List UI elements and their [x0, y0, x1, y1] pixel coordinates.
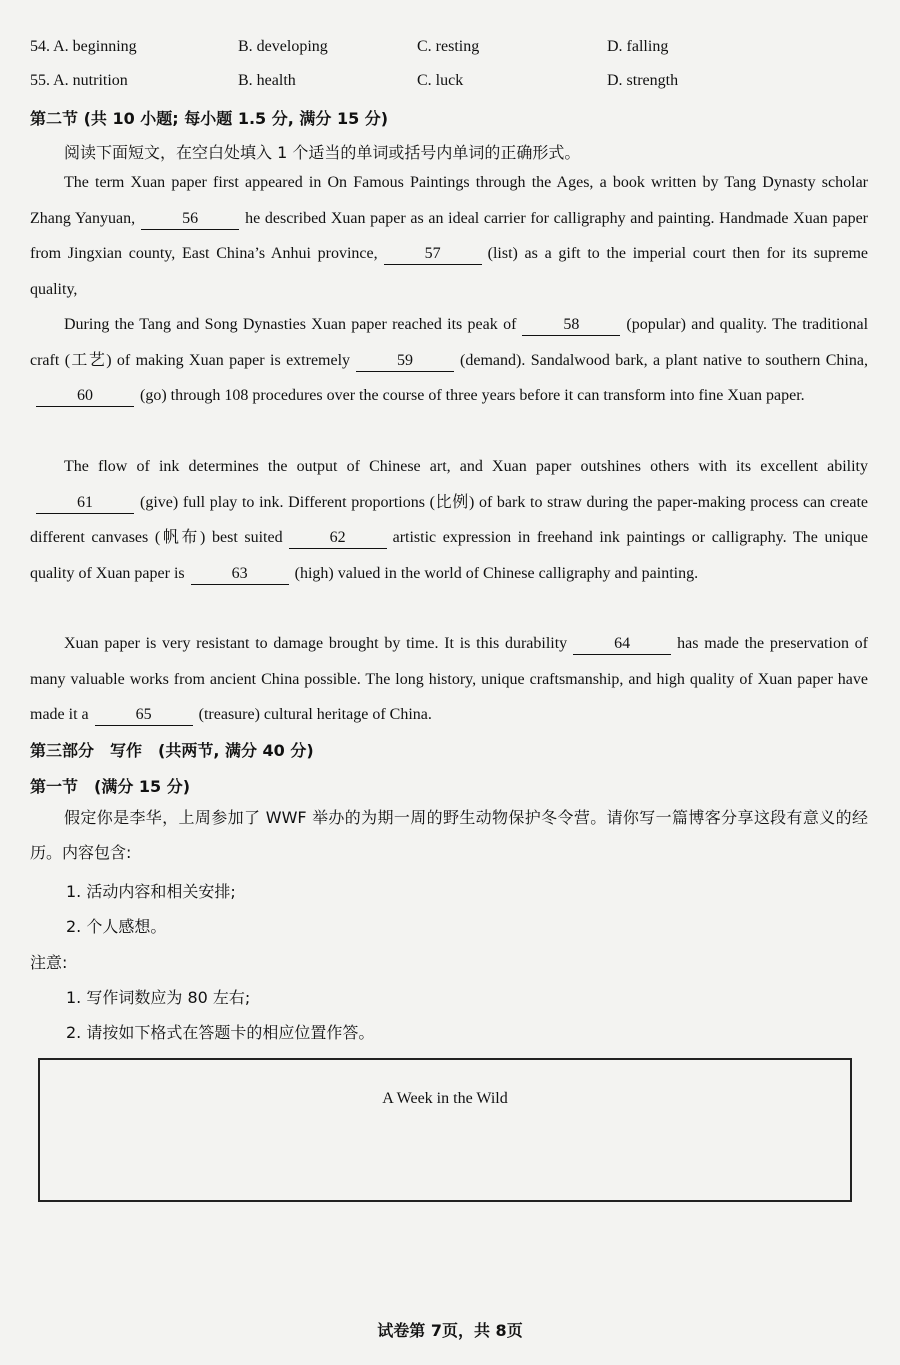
note-label: 注意: — [30, 953, 68, 972]
p4-text-3: (treasure) cultural heritage of China. — [198, 706, 432, 723]
p1-text-2: he described Xuan paper as an ideal carrier for calligraphy and painting. Handmade Xuan paper from Jingxian county, East China’s Anhui province, — [30, 209, 868, 262]
p3-text-3: artistic expression in freehand ink paintings or calligraphy. The unique quality of Xuan paper is — [30, 529, 868, 582]
passage-paragraph-2 — [30, 307, 868, 414]
p2-text-1: During the Tang and Song Dynasties Xuan paper reached its peak of — [64, 316, 517, 333]
p4-text-1: Xuan paper is very resistant to damage brought by time. It is this durability — [64, 635, 568, 652]
p2-text-4: (go) through 108 procedures over the course of three years before it can transform into fine Xuan paper. — [140, 387, 805, 404]
option-54-b: B. developing — [238, 38, 328, 55]
blank-62: 62 — [289, 528, 387, 549]
p3-text-1: The flow of ink determines the output of Chinese art, and Xuan paper outshines others with its excellent ability — [64, 458, 868, 475]
blank-61: 61 — [36, 493, 134, 514]
option-55-c: C. luck — [417, 72, 464, 89]
option-55-d: D. strength — [607, 72, 679, 89]
option-54-c: C. resting — [417, 38, 480, 55]
blank-58: 58 — [522, 315, 620, 336]
content-item-2: 2. 个人感想。 — [66, 917, 167, 936]
section2-instruction: 阅读下面短文，在空白处填入 1 个适当的单词或括号内单词的正确形式。 — [64, 143, 581, 162]
option-55-b: B. health — [238, 72, 296, 89]
blank-60: 60 — [36, 386, 134, 407]
p1-text-1: The term Xuan paper first appeared in On Famous Paintings through the Ages, a book written by Tang Dynasty scholar Zhang Yanyuan, — [30, 174, 868, 227]
blank-59: 59 — [356, 351, 454, 372]
page-footer: 试卷第 7页，共 8页 — [377, 1321, 523, 1340]
passage-paragraph-3 — [30, 449, 868, 591]
content-item-1: 1. 活动内容和相关安排; — [66, 882, 236, 901]
part3-heading: 第三部分 写作 (共两节, 满分 40 分) — [30, 741, 314, 760]
blank-57: 57 — [384, 244, 482, 265]
note-item-1: 1. 写作词数应为 80 左右; — [66, 988, 251, 1007]
writing-prompt: 假定你是李华，上周参加了 WWF 举办的为期一周的野生动物保护冬令营。请你写一篇博客分享这段有意义的经历。内容包含: — [30, 808, 868, 862]
essay-title: A Week in the Wild — [382, 1090, 508, 1107]
option-54-d: D. falling — [607, 38, 669, 55]
p3-text-2: (give) full play to ink. Different proportions (比例) of bark to straw during the paper-making process can create different canvases (帆布) best suited — [30, 493, 868, 546]
section2-heading: 第二节 (共 10 小题; 每小题 1.5 分, 满分 15 分) — [30, 109, 389, 128]
p3-text-4: (high) valued in the world of Chinese calligraphy and painting. — [294, 564, 699, 582]
blank-63: 63 — [191, 564, 289, 585]
part3-section1-heading: 第一节 (满分 15 分) — [30, 777, 191, 796]
p1-text-3: (list) as a gift to the imperial court then for its supreme quality, — [30, 245, 869, 298]
question-55-options — [30, 72, 870, 98]
passage-paragraph-4 — [30, 626, 868, 733]
option-54-a: 54. A. beginning — [30, 38, 137, 55]
p4-text-2: has made the preservation of many valuable works from ancient China possible. The long history, unique craftsmanship, and high quality of Xuan paper have made it a — [30, 635, 868, 723]
blank-65: 65 — [95, 705, 193, 726]
option-55-a: 55. A. nutrition — [30, 72, 128, 89]
passage-paragraph-1 — [30, 165, 868, 307]
blank-56: 56 — [141, 209, 239, 230]
answer-format-box — [38, 1058, 852, 1202]
p2-text-2: (popular) and quality. The traditional craft (工艺) of making Xuan paper is extremely — [30, 316, 869, 369]
note-item-2: 2. 请按如下格式在答题卡的相应位置作答。 — [66, 1023, 375, 1042]
p2-text-3: (demand). Sandalwood bark, a plant native to southern China, — [460, 351, 868, 369]
question-54-options — [30, 38, 870, 64]
blank-64: 64 — [573, 634, 671, 655]
